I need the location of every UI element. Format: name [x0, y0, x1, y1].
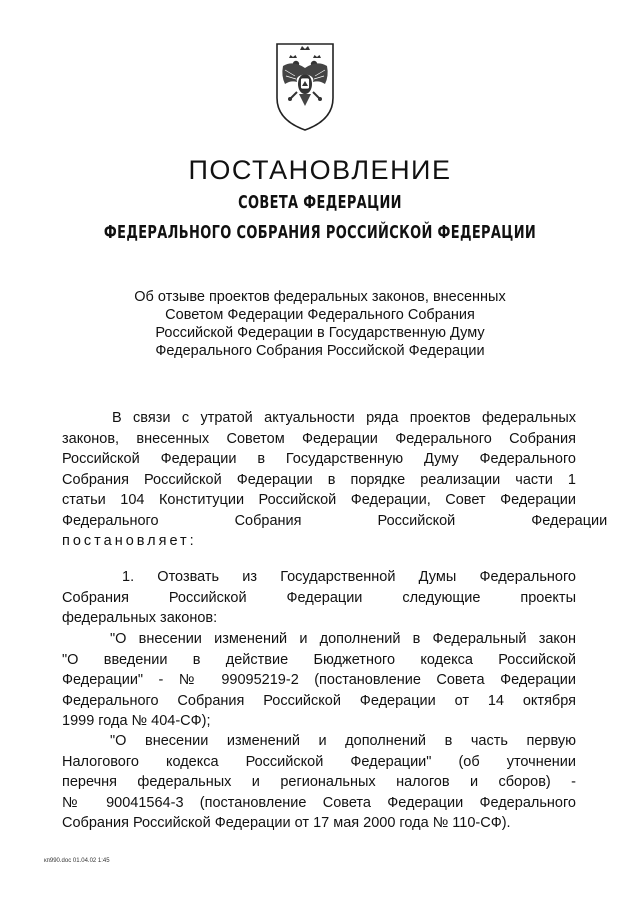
item-1-line: 1. Отозвать из Государственной Думы Федерального	[122, 569, 576, 585]
bill-2-line: № 90041564-3 (постановление Совета Федерации Федерального	[62, 794, 576, 811]
item-1-line: Собрания Российской Федерации следующие проекты	[62, 589, 576, 606]
bill-1-line: "О введении в действие Бюджетного кодекса Российской	[62, 651, 576, 668]
issuer-line-1: СОВЕТА ФЕДЕРАЦИИ	[238, 192, 402, 213]
bill-1-line: Федерального Собрания Российской Федерации от 14 октября	[62, 692, 576, 709]
bill-2-line: Собрания Российской Федерации от 17 мая 2000 года № 110-СФ).	[62, 815, 511, 831]
subject-line: Советом Федерации Федерального Собрания	[165, 307, 475, 323]
subject-line: Федерального Собрания Российской Федерации	[155, 343, 485, 359]
bill-1-line: Федерации" - № 99095219-2 (постановление Совета Федерации	[62, 672, 576, 688]
preamble-line: В связи с утратой актуальности ряда проектов федеральных	[112, 410, 576, 426]
bill-2-line: "О внесении изменений и дополнений в часть первую	[110, 733, 576, 749]
item-1-paragraph	[62, 567, 576, 629]
preamble-line: Федерального Собрания Российской Федерации	[62, 512, 608, 529]
bill-2-line: перечня федеральных и региональных налогов и сборов) -	[62, 774, 576, 790]
bill-2-line: Налогового кодекса Российской Федерации" (об уточнении	[62, 753, 576, 770]
document-subject	[60, 288, 580, 360]
bill-1-line: 1999 года № 404-СФ);	[62, 713, 211, 729]
item-1-line: федеральных законов:	[62, 610, 218, 626]
bill-1-line: "О внесении изменений и дополнений в Федеральный закон	[110, 631, 576, 647]
document-title: ПОСТАНОВЛЕНИЕ	[188, 155, 452, 185]
subject-line: Об отзыве проектов федеральных законов, внесенных	[134, 289, 506, 305]
subject-line: Российской Федерации в Государственную Думу	[155, 325, 485, 341]
preamble-line: законов, внесенных Советом Федерации Федерального Собрания	[62, 430, 576, 447]
issuer-line-2: ФЕДЕРАЛЬНОГО СОБРАНИЯ РОССИЙСКОЙ ФЕДЕРАЦИИ	[103, 222, 537, 243]
bill-1-paragraph	[62, 629, 576, 732]
document-code: кп990.doc 01.04.02 1:45	[44, 858, 110, 864]
preamble-line: статьи 104 Конституции Российской Федерации, Совет Федерации	[62, 492, 576, 508]
russian-coat-of-arms-icon	[273, 40, 337, 132]
bill-2-paragraph	[62, 731, 576, 834]
preamble-paragraph	[62, 408, 608, 552]
preamble-line: постановляет:	[62, 533, 197, 549]
preamble-line: Российской Федерации в Государственную Думу Федерального	[62, 451, 576, 467]
preamble-line: Собрания Российской Федерации в порядке реализации части 1	[62, 471, 576, 488]
